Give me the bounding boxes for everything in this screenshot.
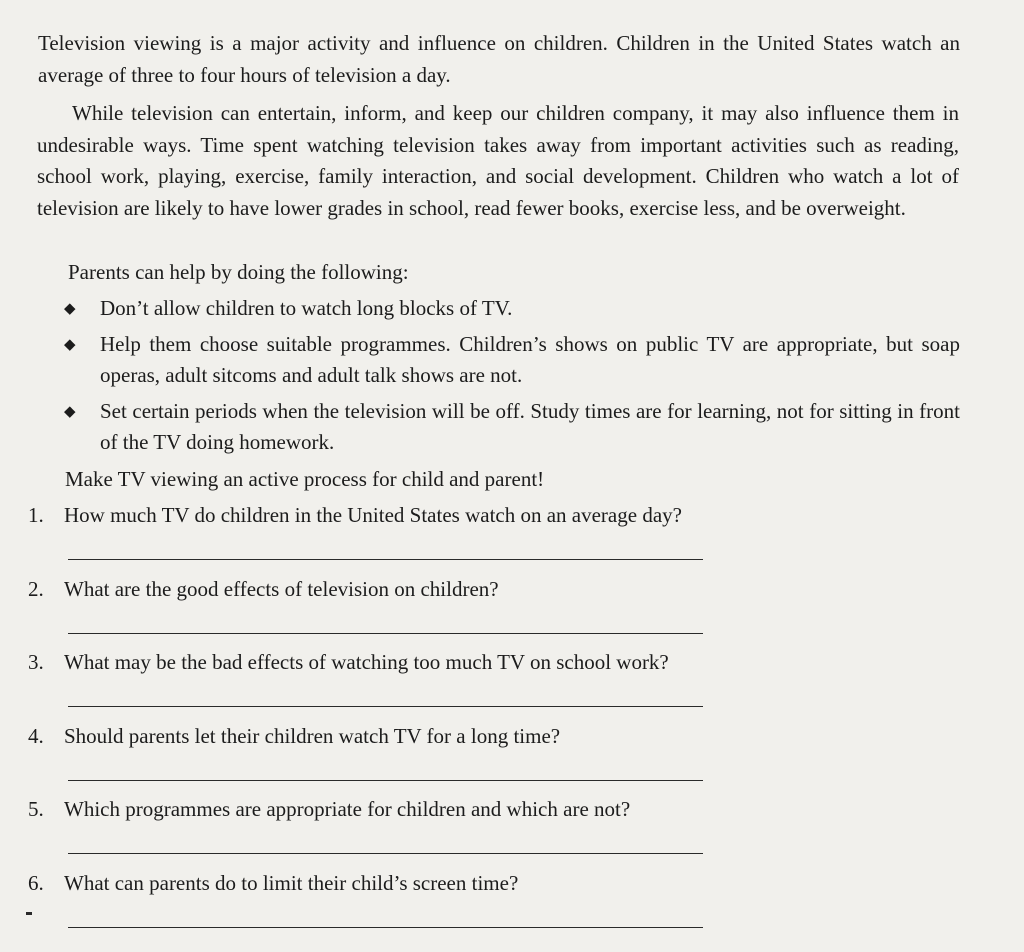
question-number: 4. — [28, 723, 44, 748]
question-item — [28, 500, 728, 574]
tip-text: Set certain periods when the television will be off. Study times are for learning, not for sitting in front of the TV doing homework. — [100, 398, 960, 454]
answer-line[interactable] — [68, 927, 703, 928]
question-text: What are the good effects of television on children? — [64, 576, 499, 601]
tip-item — [64, 329, 960, 392]
question-number: 2. — [28, 576, 44, 601]
question-number: 1. — [28, 503, 44, 527]
answer-line[interactable] — [68, 559, 703, 560]
question-item — [28, 574, 728, 648]
tips-intro: Parents can help by doing the following: — [68, 260, 409, 284]
question-text: What can parents do to limit their child’s screen time? — [64, 870, 519, 895]
questions-list — [28, 500, 728, 941]
answer-line[interactable] — [68, 706, 703, 707]
question-item — [28, 794, 728, 868]
diamond-bullet-icon: ◆ — [64, 401, 76, 420]
diamond-bullet-icon: ◆ — [64, 299, 76, 317]
question-text: Which programmes are appropriate for children and which are not? — [64, 797, 631, 821]
question-item — [28, 721, 728, 795]
closing-line: Make TV viewing an active process for child and parent! — [65, 467, 545, 491]
question-text: How much TV do children in the United States watch on an average day? — [64, 503, 682, 527]
diamond-bullet-icon: ◆ — [64, 334, 76, 353]
tips-list — [64, 293, 960, 463]
answer-line[interactable] — [68, 853, 703, 854]
answer-line[interactable] — [68, 780, 703, 781]
passage-paragraph-2: While television can entertain, inform, and keep our children company, it may also influence them in undesirable ways. Time spent watching television takes away from important activities such as reading, school work, playing, exercise, family interaction, and social development. Children who watch a lot of television are likely to have lower grades in school, read fewer books, exercise less, and be overweight. — [37, 101, 959, 220]
passage-paragraph-1: Television viewing is a major activity and influence on children. Children in the United States watch an average of three to four hours of television a day. — [38, 31, 960, 87]
tip-text: Help them choose suitable programmes. Children’s shows on public TV are appropriate, but soap operas, adult sitcoms and adult talk shows are not. — [100, 331, 960, 387]
question-number: 3. — [28, 650, 44, 674]
question-item — [28, 868, 728, 942]
question-item — [28, 647, 728, 721]
tip-text: Don’t allow children to watch long blocks of TV. — [100, 296, 513, 320]
answer-line[interactable] — [68, 633, 703, 634]
question-text: Should parents let their children watch TV for a long time? — [64, 723, 561, 748]
tip-item — [64, 293, 960, 325]
tip-item — [64, 396, 960, 459]
question-number: 6. — [28, 870, 44, 895]
question-number: 5. — [28, 797, 44, 821]
margin-mark — [26, 912, 32, 915]
question-text: What may be the bad effects of watching too much TV on school work? — [64, 650, 669, 674]
